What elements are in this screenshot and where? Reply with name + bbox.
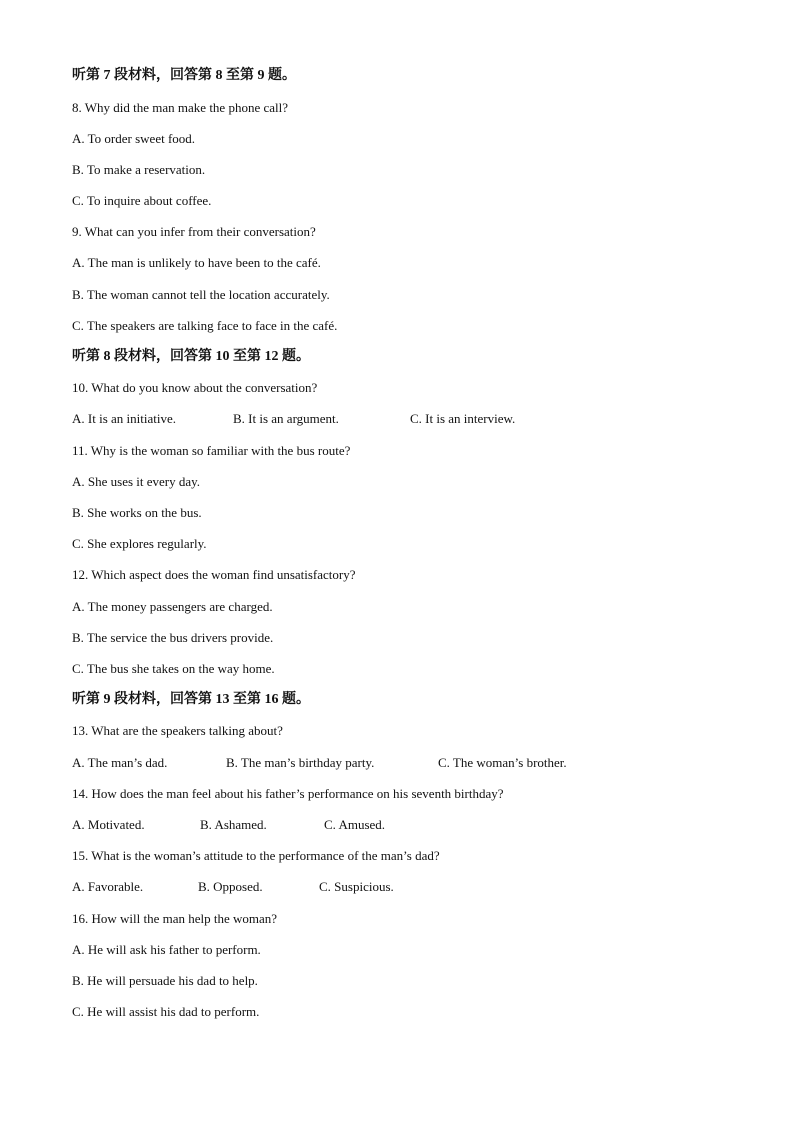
answer-option: A. To order sweet food. <box>72 131 196 146</box>
answer-option: B. Opposed. <box>198 879 263 894</box>
answer-option: A. He will ask his father to perform. <box>72 942 261 957</box>
answer-options-row <box>72 755 692 771</box>
answer-option: B. It is an argument. <box>233 411 339 426</box>
section-heading: 听第 9 段材料，回答第 13 至第 16 题。 <box>72 692 310 707</box>
question-stem: 16. How will the man help the woman? <box>72 911 278 926</box>
answer-options-row <box>72 411 672 427</box>
answer-option: C. He will assist his dad to perform. <box>72 1004 260 1019</box>
answer-options-row <box>72 879 472 895</box>
answer-option: A. The man’s dad. <box>72 755 168 770</box>
answer-option: B. The man’s birthday party. <box>226 755 375 770</box>
answer-option: C. To inquire about coffee. <box>72 193 212 208</box>
question-stem: 8. Why did the man make the phone call? <box>72 100 288 115</box>
question-stem: 12. Which aspect does the woman find unsatisfactory? <box>72 567 356 582</box>
question-stem: 11. Why is the woman so familiar with the bus route? <box>72 443 351 458</box>
answer-option: C. Amused. <box>324 817 386 832</box>
answer-option: B. Ashamed. <box>200 817 267 832</box>
answer-option: B. The service the bus drivers provide. <box>72 630 274 645</box>
answer-option: C. It is an interview. <box>410 411 516 426</box>
answer-option: A. It is an initiative. <box>72 411 176 426</box>
answer-option: A. The man is unlikely to have been to the café. <box>72 255 321 270</box>
question-stem: 13. What are the speakers talking about? <box>72 723 283 738</box>
answer-option: C. She explores regularly. <box>72 536 207 551</box>
answer-option: C. Suspicious. <box>319 879 394 894</box>
answer-option: B. She works on the bus. <box>72 505 202 520</box>
answer-option: C. The bus she takes on the way home. <box>72 661 275 676</box>
question-stem: 10. What do you know about the conversation? <box>72 380 318 395</box>
answer-option: C. The speakers are talking face to face in the café. <box>72 318 338 333</box>
answer-option: A. Favorable. <box>72 879 144 894</box>
answer-option: A. The money passengers are charged. <box>72 599 273 614</box>
section-heading: 听第 8 段材料，回答第 10 至第 12 题。 <box>72 349 310 364</box>
section-heading: 听第 7 段材料，回答第 8 至第 9 题。 <box>72 68 296 83</box>
answer-option: A. Motivated. <box>72 817 145 832</box>
question-stem: 9. What can you infer from their conversation? <box>72 224 316 239</box>
answer-option: A. She uses it every day. <box>72 474 201 489</box>
answer-options-row <box>72 817 472 833</box>
answer-option: B. The woman cannot tell the location accurately. <box>72 287 330 302</box>
answer-option: B. To make a reservation. <box>72 162 206 177</box>
answer-option: B. He will persuade his dad to help. <box>72 973 258 988</box>
question-stem: 15. What is the woman’s attitude to the performance of the man’s dad? <box>72 848 440 863</box>
question-stem: 14. How does the man feel about his father’s performance on his seventh birthday? <box>72 786 504 801</box>
answer-option: C. The woman’s brother. <box>438 755 567 770</box>
